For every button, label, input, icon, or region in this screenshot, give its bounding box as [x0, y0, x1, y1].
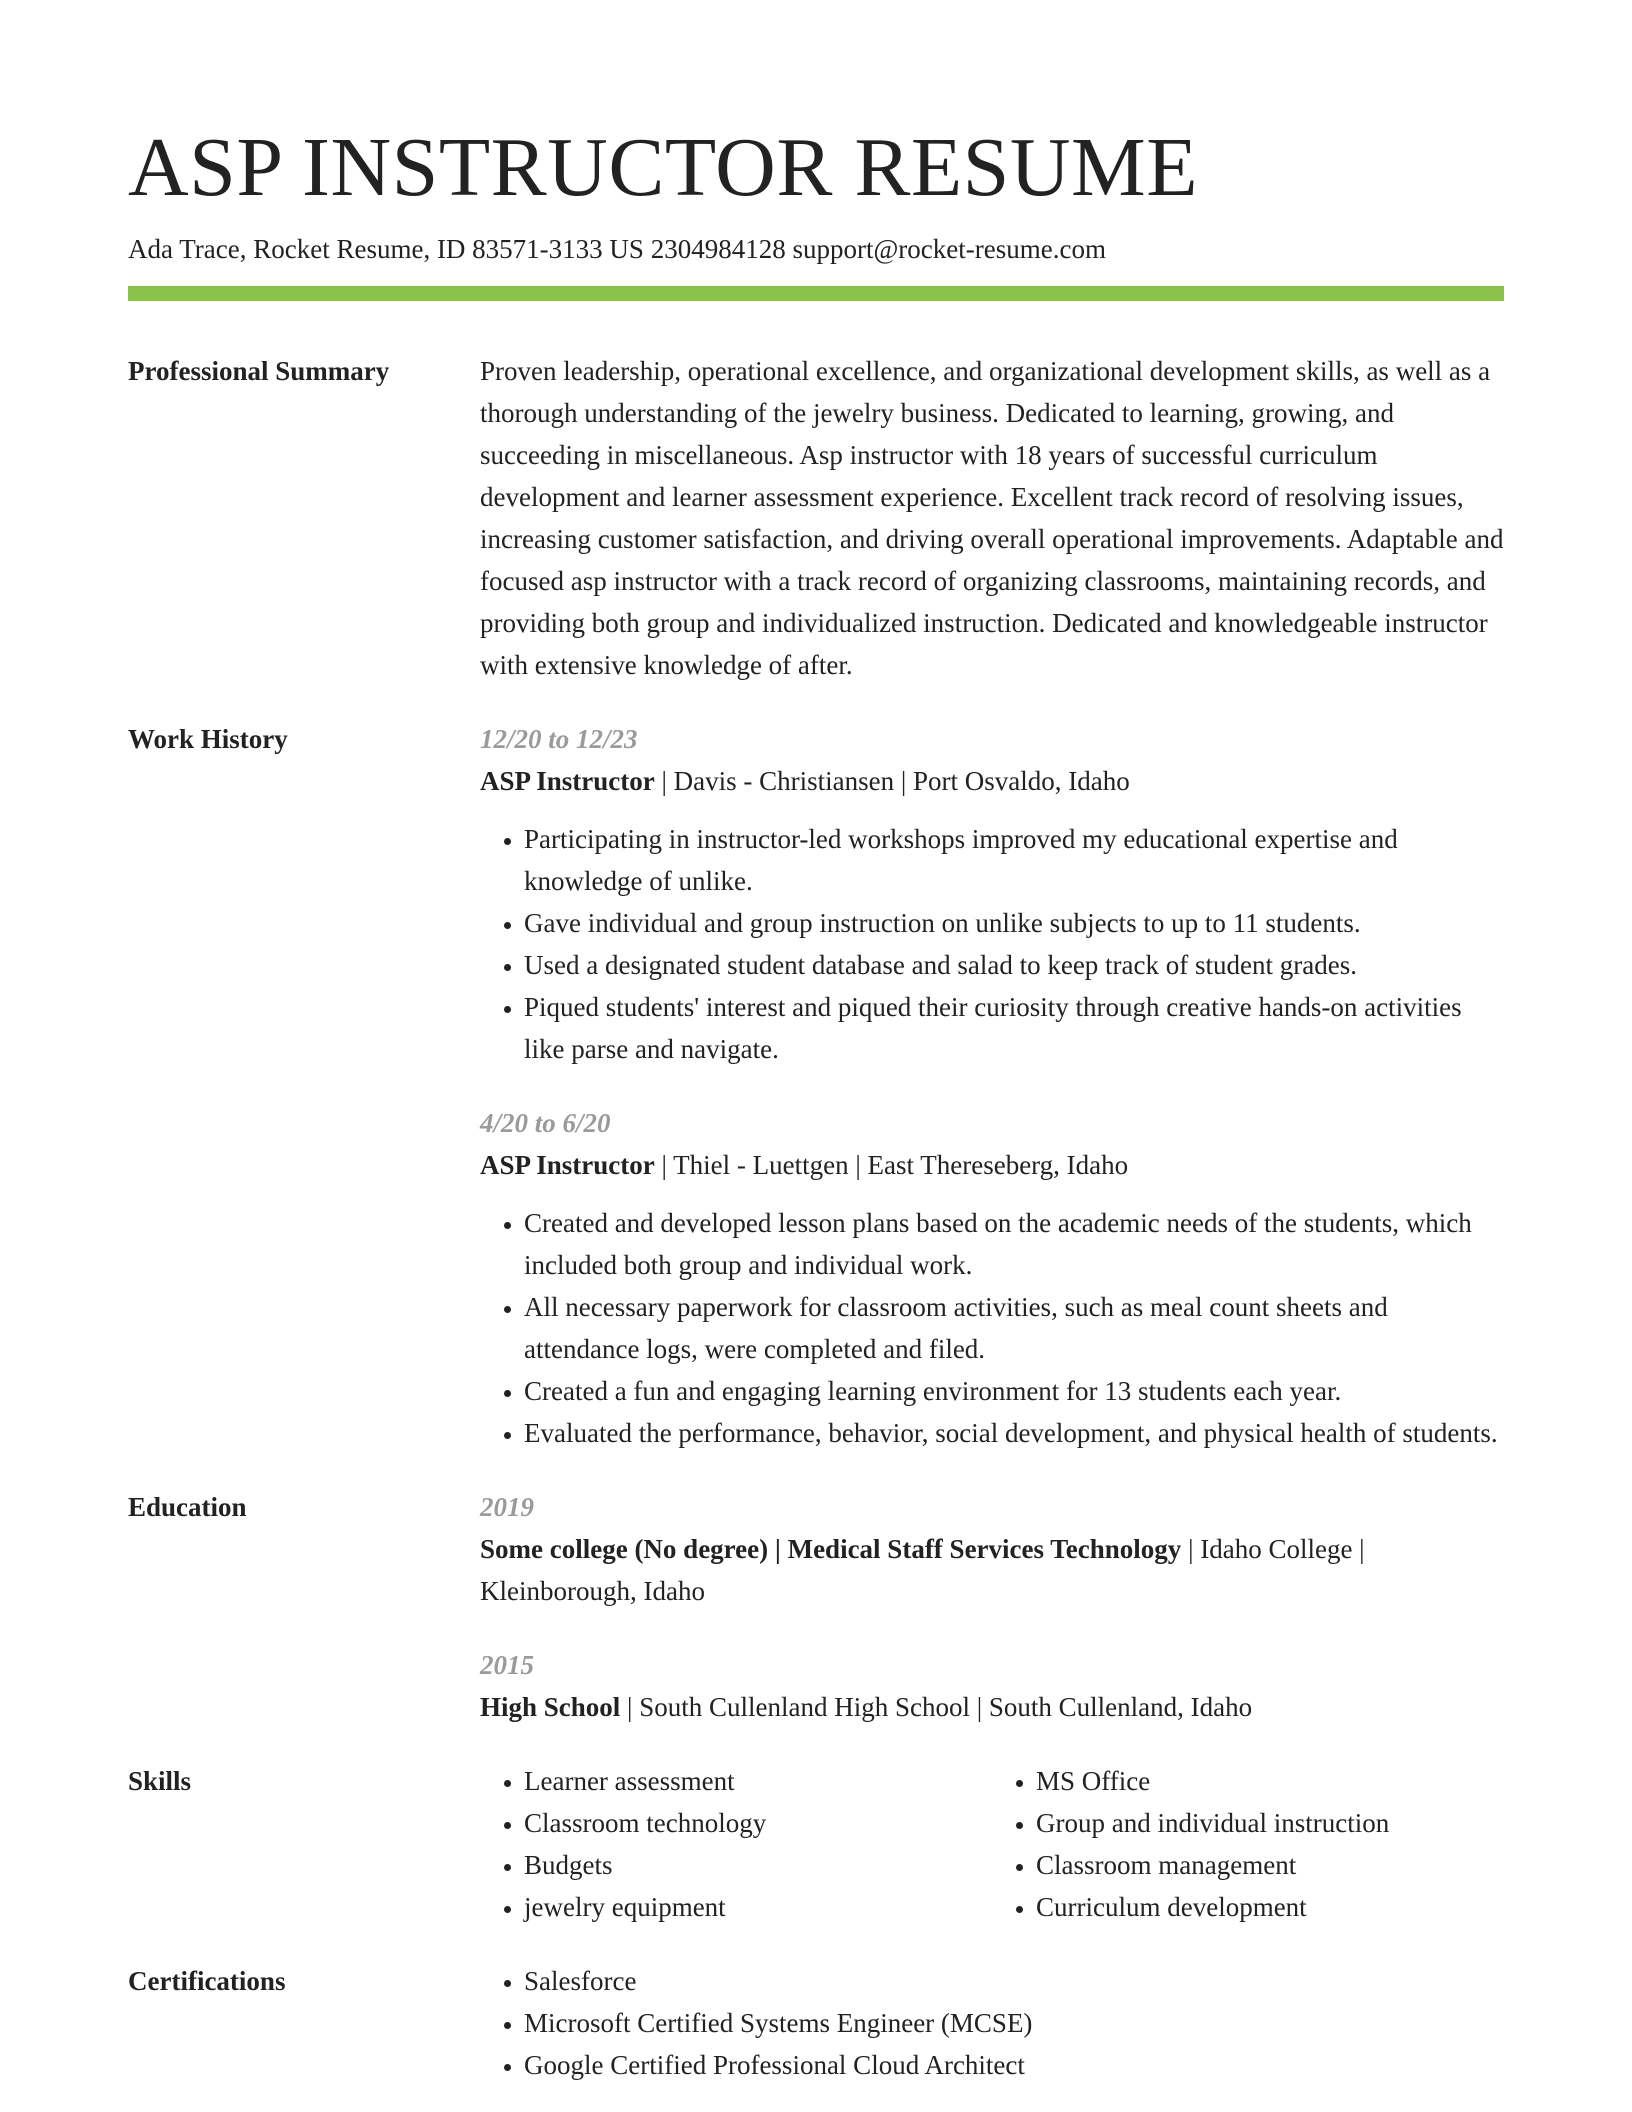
job-bullet: • Created a fun and engaging learning environment for 13 students each year.: [524, 1370, 1504, 1412]
section-label-certifications: Certifications: [128, 1966, 286, 1996]
job-bullet: • Used a designated student database and salad to keep track of student grades.: [524, 944, 1504, 986]
summary-body: [480, 350, 1504, 686]
summary-text: Proven leadership, operational excellence, and organizational development skills, as well as a thorough understanding of the jewelry business. Dedicated to learning, growing, and succeeding in miscellaneous. Asp instructor with 18 years of successful curriculum development and learner assessment experience. Excellent track record of resolving issues, increasing customer satisfaction, and driving overall operational improvements. Adaptable and focused asp instructor with a track record of organizing classrooms, maintaining records, and providing both group and individualized instruction. Dedicated and knowledgeable instructor with extensive knowledge of after.: [480, 356, 1504, 680]
education-degree: Some college (No degree) | Medical Staff Services Technology: [480, 1534, 1182, 1564]
job-bullet: • Piqued students' interest and piqued their curiosity through creative hands-on activities like parse and navigate.: [524, 986, 1504, 1070]
skill-item: • MS Office: [1036, 1760, 1504, 1802]
education-body: [480, 1486, 1504, 1728]
resume-title: ASP INSTRUCTOR RESUME: [128, 121, 1199, 214]
section-label-work: Work History: [128, 724, 288, 754]
job-heading: [480, 760, 1504, 802]
skill-item: • Budgets: [524, 1844, 992, 1886]
education-heading: [480, 1686, 1504, 1728]
certification-item: • Microsoft Certified Systems Engineer (MCSE): [524, 2002, 1504, 2044]
skill-item: • jewelry equipment: [524, 1886, 992, 1928]
education-entry: [480, 1486, 1504, 1612]
skill-item: • Classroom technology: [524, 1802, 992, 1844]
skill-item: • Curriculum development: [1036, 1886, 1504, 1928]
section-label-skills: Skills: [128, 1766, 192, 1796]
education-degree: High School: [480, 1692, 621, 1722]
job-bullet: • Evaluated the performance, behavior, social development, and physical health of students.: [524, 1412, 1504, 1454]
education-heading: [480, 1528, 1504, 1612]
job-title: ASP Instructor: [480, 1150, 655, 1180]
education-entry: [480, 1644, 1504, 1728]
section-work-history: [128, 718, 1504, 1454]
job-heading: [480, 1144, 1504, 1186]
accent-rule: [128, 286, 1504, 301]
job-dates: 4/20 to 6/20: [480, 1108, 611, 1138]
certification-item: • Google Certified Professional Cloud Architect: [524, 2044, 1504, 2086]
job-dates: 12/20 to 12/23: [480, 724, 638, 754]
section-summary: [128, 350, 1504, 686]
job-bullets: [480, 1202, 1504, 1454]
certifications-list: [480, 1960, 1504, 2086]
job-entry: [480, 1102, 1504, 1454]
job-details: | Thiel - Luettgen | East Thereseberg, Idaho: [654, 1150, 1129, 1180]
job-bullet: • Created and developed lesson plans based on the academic needs of the students, which included both group and individual work.: [524, 1202, 1504, 1286]
skill-item: • Learner assessment: [524, 1760, 992, 1802]
skills-list-left: [480, 1760, 992, 1928]
resume-content: [128, 350, 1504, 2086]
education-details: | South Cullenland High School | South Cullenland, Idaho: [620, 1692, 1253, 1722]
education-year: 2015: [480, 1650, 534, 1680]
job-entry: [480, 718, 1504, 1070]
section-label-education: Education: [128, 1492, 247, 1522]
section-skills: [128, 1760, 1504, 1928]
certification-item: • Salesforce: [524, 1960, 1504, 2002]
education-year: 2019: [480, 1492, 534, 1522]
job-title: ASP Instructor: [480, 766, 655, 796]
job-bullet: • All necessary paperwork for classroom activities, such as meal count sheets and attendance logs, were completed and filed.: [524, 1286, 1504, 1370]
work-body: [480, 718, 1504, 1454]
skills-list-right: [992, 1760, 1504, 1928]
section-certifications: [128, 1960, 1504, 2086]
section-label-summary: Professional Summary: [128, 356, 390, 386]
section-education: [128, 1486, 1504, 1728]
job-bullet: • Gave individual and group instruction on unlike subjects to up to 11 students.: [524, 902, 1504, 944]
skill-item: • Group and individual instruction: [1036, 1802, 1504, 1844]
job-bullet: • Participating in instructor-led workshops improved my educational expertise and knowledge of unlike.: [524, 818, 1504, 902]
job-bullets: [480, 818, 1504, 1070]
job-details: | Davis - Christiansen | Port Osvaldo, Idaho: [654, 766, 1130, 796]
contact-line: Ada Trace, Rocket Resume, ID 83571-3133 US 2304984128 support@rocket-resume.com: [128, 234, 1106, 264]
skill-item: • Classroom management: [1036, 1844, 1504, 1886]
education-details: | Idaho College | Kleinborough, Idaho: [480, 1534, 1365, 1606]
certifications-body: [480, 1960, 1504, 2086]
skills-body: [480, 1760, 1504, 1928]
